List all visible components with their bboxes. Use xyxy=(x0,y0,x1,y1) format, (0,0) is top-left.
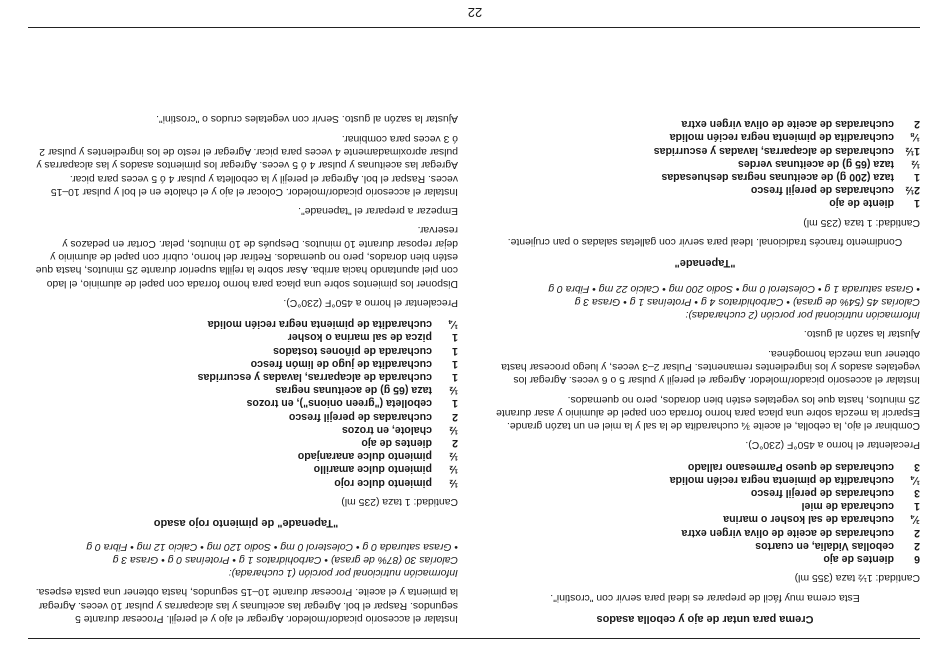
crema-step: Instalar el accesorio picador/moledor. Agregar el perejil y pulsar 5 o 6 veces. Agregar los vegetales asados y los ingredientes remanentes. Pulsar 2–3 veces, y luego procesar hasta obtener una mezcla homogénea. xyxy=(501,347,920,386)
ingredient-row xyxy=(34,343,458,356)
ingredient-text: diente de ajo xyxy=(829,197,894,210)
ingredient-qty: 3 xyxy=(914,487,920,500)
ingredient-row xyxy=(490,196,920,209)
ingredient-text: cucharadas de queso Parmesano rallado xyxy=(687,460,894,473)
ingredient-qty: 1 xyxy=(914,170,920,183)
ingredient-qty: 2 xyxy=(914,526,920,539)
ingredient-text: taza (65 g) de aceitunas negras xyxy=(275,384,432,397)
ingredient-qty: 1 xyxy=(914,500,920,513)
ingredient-qty: 1 xyxy=(452,331,458,344)
ingredient-row xyxy=(490,170,920,183)
ingredient-qty: 2 xyxy=(452,437,458,450)
tapenade-yield: Cantidad: 1 taza (235 ml) xyxy=(803,216,920,228)
ingredient-qty: 3 xyxy=(914,460,920,473)
ingredient-row xyxy=(34,423,458,436)
ingredient-qty: 1 xyxy=(914,197,920,210)
ingredient-row xyxy=(34,317,458,330)
ingredient-row xyxy=(490,183,920,196)
ingredient-text: cucharadita de pimienta negra recién molida xyxy=(669,473,894,486)
ingredient-row xyxy=(490,499,920,512)
ingredient-qty: ½ xyxy=(449,423,458,436)
ingredient-row xyxy=(490,512,920,525)
ingredient-text: cucharadas de aceite de oliva virgen extra xyxy=(681,526,894,539)
ingredient-row xyxy=(34,357,458,370)
ingredient-row xyxy=(490,526,920,539)
crema-ingredient-list xyxy=(490,459,920,565)
ingredient-qty: ¼ xyxy=(911,473,920,486)
ingredient-row xyxy=(490,473,920,486)
ingredient-qty: ½ xyxy=(449,476,458,489)
ingredient-qty: 1 xyxy=(452,344,458,357)
ingredient-row xyxy=(34,409,458,422)
ingredient-text: pimiento dulce anaranjado xyxy=(297,450,432,463)
ingredient-row xyxy=(490,552,920,565)
ingredient-qty: 1 xyxy=(452,371,458,383)
ingredient-text: pimiento dulce rojo xyxy=(334,476,432,489)
pimiento-step: Precalentar el horno a 450°F (230°C). xyxy=(283,296,458,308)
ingredient-text: taza (200 g) de aceitunas negras deshuesadas xyxy=(661,170,894,183)
crema-nutrition-line: Calorías 45 (54% de grasa) • Carbohidratos 4 g • Proteínas 1 g • Grasa 3 g xyxy=(574,295,920,307)
ingredient-text: pimiento dulce amarillo xyxy=(313,463,432,476)
pimiento-step: Disponer los pimientos sobre una placa para horno forrada con papel de aluminio, el lado con piel apuntando hacia arriba. Asar sobre la rejilla superior durante 25 minutos, hasta que estén bien dorados, pero no quemados. Retirar del horno, cubrir con papel de aluminio y dejar reposar durante 10 minutos. Después de 10 minutos, pelar. Cortar en pedazos y reservar. xyxy=(35,224,458,289)
crema-intro: Esta crema muy fácil de preparar es ideal para servir con "crostini". xyxy=(550,591,860,603)
tapenade-ingredient-list xyxy=(490,117,920,209)
ingredient-qty: 2 xyxy=(452,410,458,423)
ingredient-row xyxy=(490,486,920,499)
ingredient-text: dientes de ajo xyxy=(823,553,894,566)
pimiento-yield: Cantidad: 1 taza (235 ml) xyxy=(341,495,458,507)
top-rule xyxy=(28,638,920,639)
ingredient-text: cucharadita de pimienta negra recién molida xyxy=(207,318,432,331)
pimiento-step: Instalar el accesorio picador/moledor. Colocar el ajo y el chalote en el bol y pulsar 10–15 veces. Raspar el bol. Agregar el perejil y la cebolleta y pulsar 4 ó 5 veces para picar. Agregar las aceitunas y pulsar 4 ó 5 veces. Agregar los pimientos asados y las alcaparras y pulsar aproximadamente 4 veces para picar. Agregar el resto de los ingredientes y pulsar 2 ó 3 veces para combinar. xyxy=(36,132,458,197)
ingredient-text: cucharadas de alcaparras, lavadas y escurridas xyxy=(653,144,894,157)
crema-step: Ajustar la sazón al gusto. xyxy=(803,328,920,340)
ingredient-row xyxy=(34,462,458,475)
ingredient-text: pizca de sal marina o kosher xyxy=(287,331,432,344)
page-number: 22 xyxy=(467,5,483,20)
ingredient-row xyxy=(490,143,920,156)
ingredient-qty: ¾ xyxy=(911,513,920,526)
pimiento-title: "Tapenade" de pimiento rojo asado xyxy=(153,517,339,530)
ingredient-qty: 1 xyxy=(452,397,458,410)
ingredient-text: cucharada de piñones tostados xyxy=(273,344,432,357)
ingredient-qty: ½ xyxy=(449,463,458,476)
ingredient-qty: 6 xyxy=(914,553,920,566)
crema-nutrition-title: Información nutricional por porción (2 cucharadas): xyxy=(685,309,920,321)
ingredient-row xyxy=(490,539,920,552)
ingredient-row xyxy=(34,330,458,343)
ingredient-qty: 2 xyxy=(914,118,920,131)
ingredient-text: taza (65 g) de aceitunas verdes xyxy=(737,157,894,170)
ingredient-row xyxy=(490,117,920,130)
tapenade-nutrition-title: Información nutricional por porción (1 cucharada): xyxy=(228,567,458,579)
ingredient-text: cucharadas de aceite de oliva virgen extra xyxy=(681,118,894,131)
ingredient-row xyxy=(490,157,920,170)
crema-title: Crema para untar de ajo y cebolla asados xyxy=(596,613,814,625)
ingredient-row xyxy=(34,475,458,488)
pimiento-step: Ajustar la sazón al gusto. Servir con vegetales crudos o "crostini". xyxy=(156,113,458,125)
ingredient-qty: 2 xyxy=(914,539,920,552)
ingredient-row xyxy=(34,370,458,383)
ingredient-text: cebolleta ("green onions"), en trozos xyxy=(246,397,432,410)
ingredient-qty: 1½ xyxy=(905,144,920,157)
tapenade-step: Instalar el accesorio picador/moledor. Agregar el ajo y el perejil. Procesar durante 5 segundos. Raspar el bol. Agregar las aceitunas y las alcaparras y pulsar 10 veces. Agregar la pimienta y el aceite. Procesar durante 10–15 segundos, hasta obtener una pasta espesa. xyxy=(35,586,458,624)
ingredient-qty: ¼ xyxy=(449,318,458,331)
crema-step: Combinar el ajo, la cebolla, el aceite ¾ cucharadita de la sal y la miel en un tazón grande. Esparcir la mezcla sobre una placa para horno forrada con papel de aluminio y asar durante 25 minutos, hasta que los vegetales estén bien dorados, pero no quemados. xyxy=(496,393,920,432)
ingredient-text: cucharada de sal kosher o marina xyxy=(723,513,894,526)
ingredient-text: cucharadita de pimienta negra recién molida xyxy=(669,131,894,144)
ingredient-text: cucharadas de perejil fresco xyxy=(750,487,894,500)
ingredient-row xyxy=(34,436,458,449)
ingredient-text: cucharadas de perejil fresco xyxy=(750,184,894,197)
ingredient-qty: 1 xyxy=(452,357,458,370)
ingredient-qty: 2½ xyxy=(905,184,920,197)
pimiento-ingredient-list xyxy=(34,317,458,489)
ingredient-qty: ½ xyxy=(911,157,920,170)
tapenade-nutrition-line: • Grasa saturada 0 g • Colesterol 0 mg • Sodio 120 mg • Calcio 12 mg • Fibra 0 g xyxy=(86,540,458,552)
left-column xyxy=(490,109,920,625)
ingredient-qty: ⅛ xyxy=(911,131,920,144)
pimiento-step: Empezar a preparar el "tapenade". xyxy=(298,205,458,217)
tapenade-nutrition-line: Calorías 30 (87% de grasa) • Carbohidratos 1 g • Proteínas 0 g • Grasa 3 g xyxy=(112,553,458,565)
ingredient-row xyxy=(34,449,458,462)
right-column xyxy=(34,106,458,625)
ingredient-row xyxy=(490,130,920,143)
tapenade-intro: Condimento francés tradicional. Ideal para servir con galletas saladas o pan crujiente. xyxy=(507,235,903,247)
ingredient-text: cucharada de miel xyxy=(801,500,894,513)
ingredient-text: cebollas Vidalia, en cuartos xyxy=(755,539,894,552)
tapenade-title: "Tapenade" xyxy=(674,257,736,270)
crema-nutrition-line: • Grasa saturada 1 g • Colesterol 0 mg • Sodio 200 mg • Calcio 22 mg • Fibra 0 g xyxy=(548,282,920,294)
bottom-rule xyxy=(28,27,920,28)
ingredient-text: cucharada de alcaparras, lavadas y escurridas xyxy=(197,371,432,383)
ingredient-qty: ½ xyxy=(449,450,458,463)
ingredient-row xyxy=(490,459,920,472)
crema-step: Precalentar el horno a 450°F (230°C). xyxy=(745,439,920,451)
ingredient-text: cucharadas de perejil fresco xyxy=(288,410,432,423)
ingredient-text: cucharadita de jugo de limón fresco xyxy=(250,357,432,370)
ingredient-qty: ½ xyxy=(449,384,458,397)
ingredient-text: chalote, en trozos xyxy=(341,423,432,436)
ingredient-row xyxy=(34,396,458,409)
ingredient-text: dientes de ajo xyxy=(361,437,432,450)
crema-yield: Cantidad: 1½ taza (355 ml) xyxy=(794,572,920,584)
ingredient-row xyxy=(34,383,458,396)
